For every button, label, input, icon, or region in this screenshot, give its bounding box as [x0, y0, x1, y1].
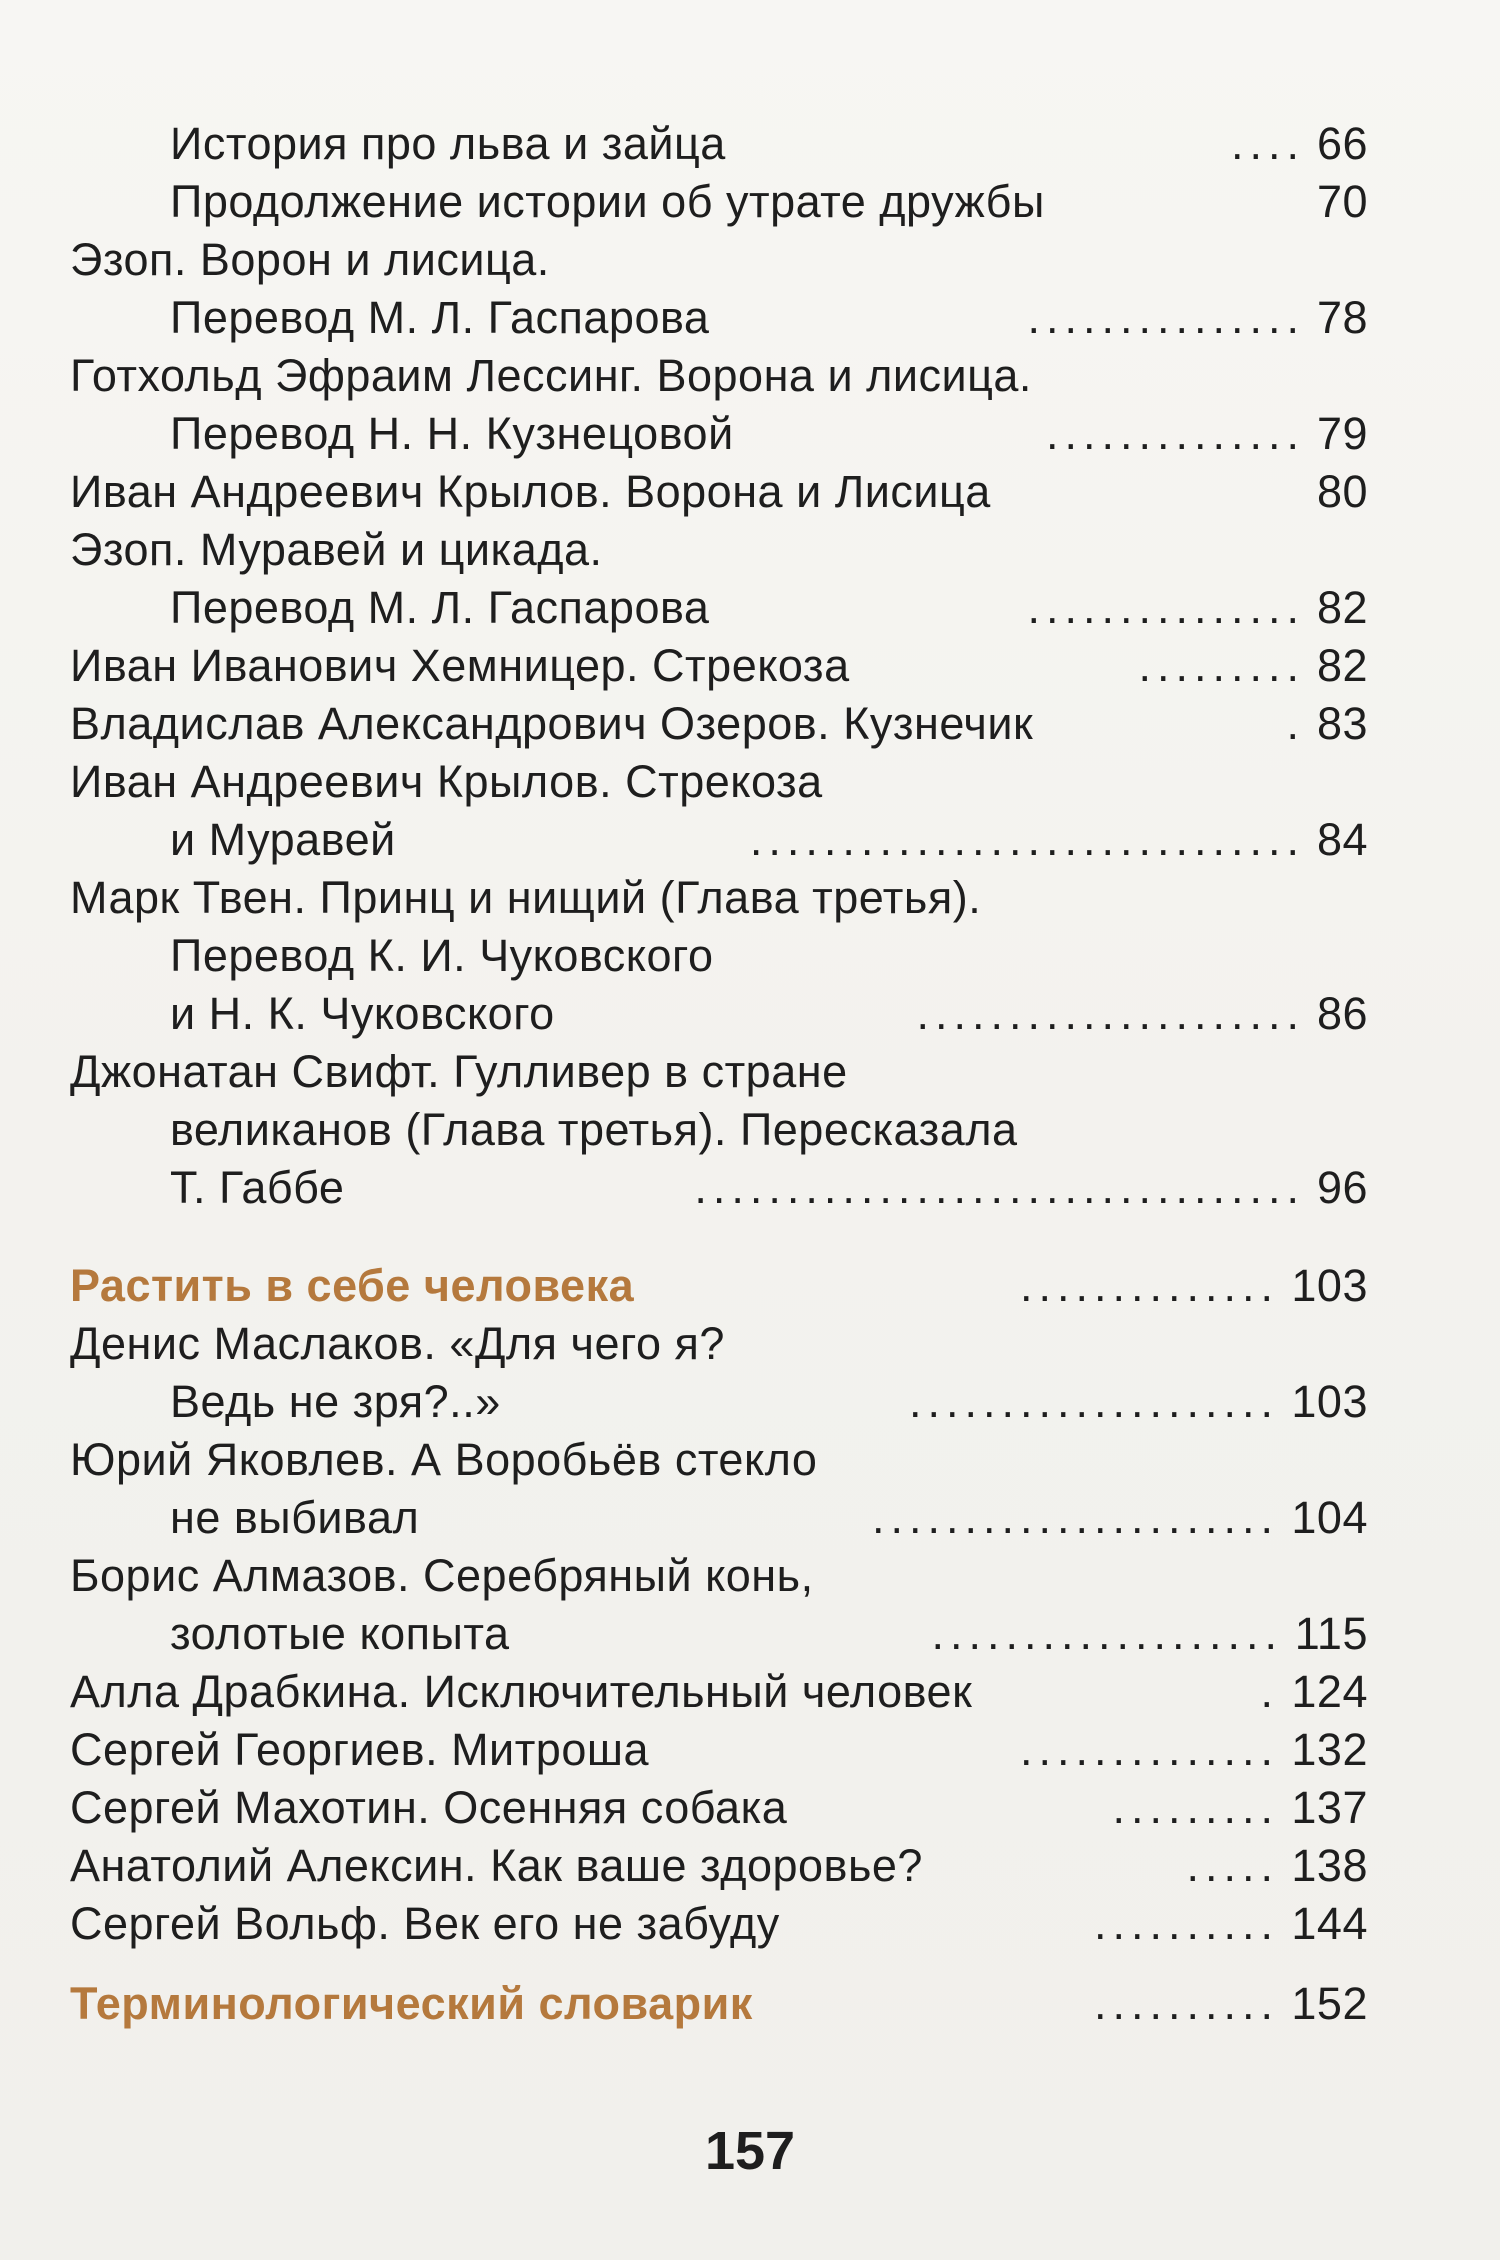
toc-entry-title: Иван Андреевич Крылов. Ворона и Лисица	[70, 466, 991, 517]
section-heading: Терминологический словарик	[70, 1978, 753, 2029]
toc-dot-leader: ....	[1230, 118, 1305, 169]
toc-entry-title: Денис Маслаков. «Для чего я?	[70, 1318, 725, 1369]
toc-entry-title: Продолжение истории об утрате дружбы	[170, 176, 1045, 227]
toc-entry-title: и Муравей	[170, 814, 396, 865]
toc-page-number: 82	[1316, 582, 1368, 633]
table-of-contents	[70, 115, 1368, 2033]
toc-dot-leader: ..........	[1093, 1978, 1279, 2029]
toc-entry	[70, 405, 1368, 463]
toc-dot-leader: .	[1286, 698, 1305, 749]
toc-dot-leader: ..............	[1045, 408, 1305, 459]
toc-entry-title: не выбивал	[170, 1492, 420, 1543]
toc-entry	[70, 1547, 1368, 1605]
toc-dot-leader: ..........	[1093, 1898, 1279, 1949]
toc-dot-leader: ...............	[1027, 292, 1305, 343]
toc-entry	[70, 753, 1368, 811]
toc-dot-leader: .........	[1138, 640, 1305, 691]
toc-dot-leader: ..............	[1019, 1724, 1279, 1775]
toc-dot-leader: .....	[1186, 1840, 1279, 1891]
toc-entry	[70, 1605, 1368, 1663]
toc-page-number: 80	[1316, 466, 1368, 517]
toc-page-number: 132	[1291, 1724, 1368, 1775]
toc-entry-title: Перевод Н. Н. Кузнецовой	[170, 408, 734, 459]
toc-entry-title: Перевод М. Л. Гаспарова	[170, 582, 710, 633]
toc-entry	[70, 1779, 1368, 1837]
toc-entry	[70, 231, 1368, 289]
toc-dot-leader: .................................	[694, 1162, 1305, 1213]
toc-entry	[70, 1101, 1368, 1159]
toc-entry-title: Иван Андреевич Крылов. Стрекоза	[70, 756, 823, 807]
toc-page-number: 115	[1294, 1608, 1368, 1659]
toc-entry-title: Алла Драбкина. Исключительный человек	[70, 1666, 973, 1717]
toc-dot-leader: .	[1260, 1666, 1279, 1717]
toc-entry-title: Марк Твен. Принц и нищий (Глава третья).	[70, 872, 982, 923]
toc-dot-leader: ..............	[1019, 1260, 1279, 1311]
toc-page-number: 66	[1316, 118, 1368, 169]
toc-entry	[70, 579, 1368, 637]
section-spacer	[70, 1217, 1368, 1257]
toc-entry-title: Готхольд Эфраим Лессинг. Ворона и лисица.	[70, 350, 1032, 401]
section-heading-row	[70, 1257, 1368, 1315]
toc-entry	[70, 985, 1368, 1043]
toc-page-number: 70	[1316, 176, 1368, 227]
toc-entry	[70, 695, 1368, 753]
toc-entry	[70, 1663, 1368, 1721]
toc-entry	[70, 637, 1368, 695]
toc-entry-title: Юрий Яковлев. А Воробьёв стекло	[70, 1434, 818, 1485]
toc-dot-leader: .........	[1112, 1782, 1279, 1833]
toc-entry-title: История про льва и зайца	[170, 118, 726, 169]
toc-page-number: 79	[1316, 408, 1368, 459]
toc-page-number: 83	[1316, 698, 1368, 749]
toc-page-number: 86	[1316, 988, 1368, 1039]
toc-page-number: 138	[1291, 1840, 1368, 1891]
toc-entry-title: Эзоп. Муравей и цикада.	[70, 524, 603, 575]
toc-entry	[70, 1431, 1368, 1489]
toc-page-number: 152	[1291, 1978, 1368, 2029]
toc-entry-title: золотые копыта	[170, 1608, 510, 1659]
toc-entry-title: Т. Габбе	[170, 1162, 345, 1213]
toc-entry	[70, 289, 1368, 347]
toc-page-number: 84	[1316, 814, 1368, 865]
toc-entry-title: Борис Алмазов. Серебряный конь,	[70, 1550, 814, 1601]
toc-entry-title: великанов (Глава третья). Пересказала	[170, 1104, 1018, 1155]
toc-entry	[70, 1837, 1368, 1895]
toc-entry	[70, 1895, 1368, 1953]
toc-dot-leader: ......................	[871, 1492, 1279, 1543]
toc-page-number: 104	[1291, 1492, 1368, 1543]
toc-dot-leader: ....................	[908, 1376, 1279, 1427]
toc-page-number: 144	[1291, 1898, 1368, 1949]
toc-page-number: 137	[1291, 1782, 1368, 1833]
toc-entry-title: Ведь не зря?..»	[170, 1376, 501, 1427]
toc-entry-title: Перевод К. И. Чуковского	[170, 930, 714, 981]
toc-entry	[70, 1489, 1368, 1547]
toc-dot-leader: ..............................	[749, 814, 1305, 865]
toc-page-number: 96	[1316, 1162, 1368, 1213]
page-number: 157	[704, 2121, 796, 2181]
toc-entry	[70, 463, 1368, 521]
toc-entry-title: Сергей Вольф. Век его не забуду	[70, 1898, 780, 1949]
toc-page-number: 103	[1291, 1376, 1368, 1427]
toc-entry-title: Сергей Георгиев. Митроша	[70, 1724, 649, 1775]
toc-entry-title: Анатолий Алексин. Как ваше здоровье?	[70, 1840, 923, 1891]
toc-entry	[70, 1721, 1368, 1779]
toc-entry-title: Эзоп. Ворон и лисица.	[70, 234, 550, 285]
toc-entry	[70, 1315, 1368, 1373]
toc-entry	[70, 1043, 1368, 1101]
toc-entry-title: и Н. К. Чуковского	[170, 988, 555, 1039]
toc-entry	[70, 927, 1368, 985]
toc-page-number: 124	[1291, 1666, 1368, 1717]
section-heading-row	[70, 1975, 1368, 2033]
toc-entry	[70, 115, 1368, 173]
section-heading: Растить в себе человека	[70, 1260, 635, 1311]
toc-entry	[70, 869, 1368, 927]
toc-entry-title: Сергей Махотин. Осенняя собака	[70, 1782, 788, 1833]
toc-page-number: 103	[1291, 1260, 1368, 1311]
toc-page-number: 82	[1316, 640, 1368, 691]
toc-entry	[70, 347, 1368, 405]
toc-entry-title: Перевод М. Л. Гаспарова	[170, 292, 710, 343]
section-spacer	[70, 1953, 1368, 1975]
toc-entry	[70, 1373, 1368, 1431]
toc-entry	[70, 173, 1368, 231]
toc-dot-leader: ...............	[1027, 582, 1305, 633]
toc-entry-title: Владислав Александрович Озеров. Кузнечик	[70, 698, 1034, 749]
toc-entry	[70, 521, 1368, 579]
toc-dot-leader: ...................	[931, 1608, 1283, 1659]
toc-dot-leader: .....................	[916, 988, 1305, 1039]
toc-page-number: 78	[1316, 292, 1368, 343]
toc-entry-title: Иван Иванович Хемницер. Стрекоза	[70, 640, 850, 691]
toc-entry-title: Джонатан Свифт. Гулливер в стране	[70, 1046, 848, 1097]
toc-entry	[70, 1159, 1368, 1217]
toc-entry	[70, 811, 1368, 869]
